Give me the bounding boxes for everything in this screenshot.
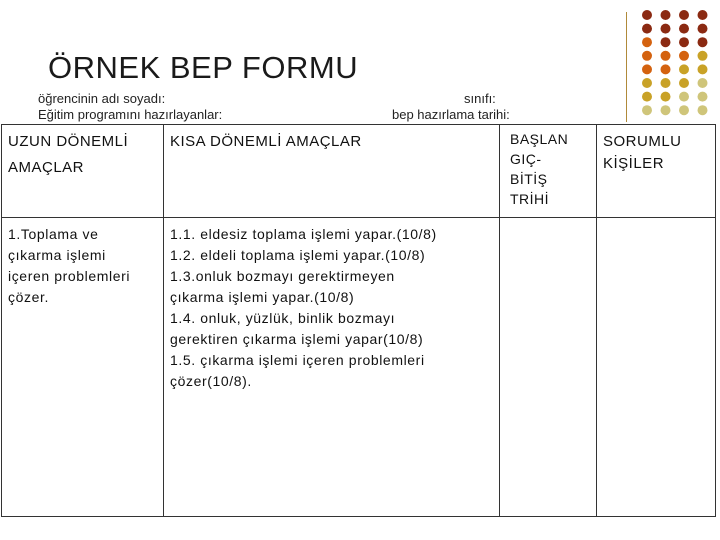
header-long-term-goals [2, 125, 164, 218]
header-long-term-line: UZUN DÖNEMLİ [8, 133, 129, 150]
decorative-dot [679, 37, 689, 47]
decorative-dot [661, 10, 671, 20]
decorative-dot [642, 92, 652, 102]
decorative-dot [679, 78, 689, 88]
header-responsible-line: SORUMLU [603, 133, 682, 150]
bep-date-label: bep hazırlama tarihi: [392, 107, 510, 122]
responsible-persons-cell[interactable] [597, 218, 716, 517]
long-term-goal-line: 1.Toplama ve [8, 226, 99, 242]
long-term-goal-line: içeren problemleri [8, 268, 131, 284]
decorative-dot [661, 51, 671, 61]
decorative-dot [642, 78, 652, 88]
short-term-goal-line: 1.4. onluk, yüzlük, binlik bozmayı [170, 310, 396, 326]
short-term-goal-line: 1.5. çıkarma işlemi içeren problemleri [170, 352, 425, 368]
decorative-dot [661, 78, 671, 88]
decorative-dot [661, 37, 671, 47]
decorative-dot [679, 92, 689, 102]
decorative-dot [698, 64, 708, 74]
short-term-goal-line: 1.1. eldesiz toplama işlemi yapar.(10/8) [170, 226, 437, 242]
decorative-dot [642, 51, 652, 61]
decorative-dot [661, 64, 671, 74]
decorative-dot [698, 24, 708, 34]
decorative-dot [661, 105, 671, 115]
header-date-line: BİTİŞ [510, 171, 548, 187]
program-preparers-label: Eğitim programını hazırlayanlar: [38, 107, 223, 122]
header-long-term-line: AMAÇLAR [8, 159, 85, 176]
bep-form-table [1, 124, 716, 517]
long-term-goal-line: çıkarma işlemi [8, 247, 106, 263]
short-term-goal-line: gerektiren çıkarma işlemi yapar(10/8) [170, 331, 424, 347]
decorative-dot [698, 37, 708, 47]
decorative-vertical-line [626, 12, 627, 122]
table-header-row [2, 125, 716, 218]
start-end-date-cell[interactable] [500, 218, 597, 517]
page-title: ÖRNEK BEP FORMU [48, 50, 359, 85]
decorative-dot [698, 105, 708, 115]
decorative-dot [642, 10, 652, 20]
header-date-line: GIÇ- [510, 151, 542, 167]
long-term-goal-cell [2, 218, 164, 517]
decorative-dot [642, 64, 652, 74]
decorative-dot [679, 51, 689, 61]
header-responsible-line: KİŞİLER [603, 155, 665, 172]
short-term-goal-line: 1.3.onluk bozmayı gerektirmeyen [170, 268, 395, 284]
decorative-dot [679, 24, 689, 34]
decorative-dot [679, 64, 689, 74]
header-short-term-label: KISA DÖNEMLİ AMAÇLAR [170, 133, 362, 150]
short-term-goals-cell [164, 218, 500, 517]
short-term-goal-line: 1.2. eldeli toplama işlemi yapar.(10/8) [170, 247, 426, 263]
header-date-line: BAŞLAN [510, 131, 569, 147]
decorative-dot [698, 78, 708, 88]
decorative-dot [661, 24, 671, 34]
table-row [2, 218, 716, 517]
decorative-dot [642, 37, 652, 47]
student-name-label: öğrencinin adı soyadı: [38, 91, 166, 106]
decorative-dot [679, 105, 689, 115]
decorative-dot [642, 24, 652, 34]
decorative-dot [698, 10, 708, 20]
decorative-dot [679, 10, 689, 20]
header-start-end-date [500, 125, 597, 218]
class-label: sınıfı: [464, 91, 496, 106]
short-term-goal-line: çıkarma işlemi yapar.(10/8) [170, 289, 355, 305]
header-responsible-persons [597, 125, 716, 218]
header-date-line: TRİHİ [510, 191, 550, 207]
decorative-dot [661, 92, 671, 102]
decorative-dot [642, 105, 652, 115]
decorative-dot [698, 92, 708, 102]
short-term-goal-line: çözer(10/8). [170, 373, 252, 389]
long-term-goal-line: çözer. [8, 289, 49, 305]
header-short-term-goals [164, 125, 500, 218]
decorative-dot [698, 51, 708, 61]
